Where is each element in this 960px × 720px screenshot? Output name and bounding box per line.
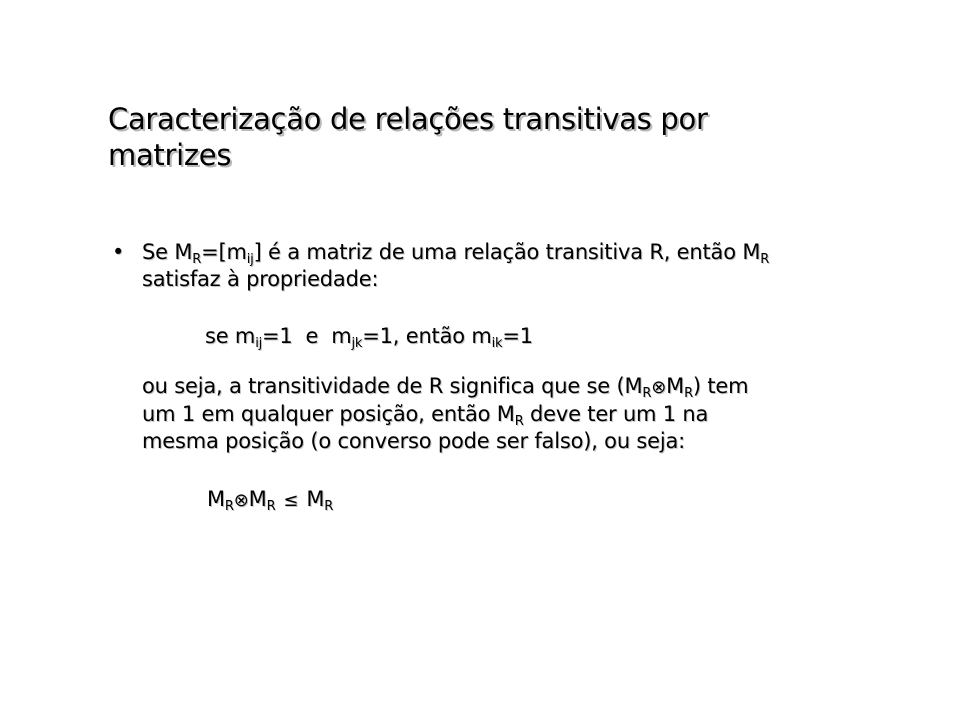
subscript: R xyxy=(684,386,693,401)
bullet-text xyxy=(142,239,872,293)
title-line-1: Caracterização de relações transitivas por xyxy=(108,102,708,136)
paragraph-line-2 xyxy=(142,401,882,428)
text-run: ) tem xyxy=(692,374,749,398)
subscript: jk xyxy=(351,336,363,351)
bullet-line-2: satisfaz à propriedade: xyxy=(142,267,379,291)
slide-title xyxy=(108,101,868,173)
bullet-dot-icon: • xyxy=(112,240,125,264)
subscript: ij xyxy=(246,252,254,267)
text-run: deve ter um 1 na xyxy=(523,402,709,426)
text-run: =[m xyxy=(201,240,247,264)
less-equal-symbol: ≤ xyxy=(283,490,299,511)
paragraph-line-3: mesma posição (o converso pode ser falso), ou seja: xyxy=(142,429,686,453)
subscript: R xyxy=(324,499,334,514)
subscript: R xyxy=(642,386,652,401)
text-run: M xyxy=(207,487,225,511)
text-run: Se M xyxy=(142,240,193,264)
otimes-symbol: ⊗ xyxy=(233,490,249,511)
text-run: M xyxy=(306,487,325,511)
text-run: =1 xyxy=(502,324,533,348)
bullet-line-1 xyxy=(142,239,872,266)
text-run: =1 e m xyxy=(262,324,352,348)
otimes-symbol: ⊗ xyxy=(651,377,667,398)
explanation-paragraph xyxy=(142,373,882,455)
subscript: R xyxy=(266,499,276,514)
subscript: R xyxy=(760,252,770,267)
text-run: ou seja, a transitividade de R significa que se (M xyxy=(142,374,643,398)
subscript: ij xyxy=(255,336,263,351)
subscript: ik xyxy=(491,336,503,351)
text-run: ] é a matriz de uma relação transitiva R, então M xyxy=(253,240,761,264)
paragraph-line-1 xyxy=(142,373,882,401)
title-line-2: matrizes xyxy=(108,138,232,172)
text-run: =1, então m xyxy=(362,324,492,348)
subscript: R xyxy=(192,252,202,267)
transitivity-condition xyxy=(205,323,533,350)
subscript: R xyxy=(224,499,234,514)
boolean-product-formula xyxy=(207,486,333,514)
text-run: um 1 em qualquer posição, então M xyxy=(142,402,515,426)
subscript: R xyxy=(514,414,524,429)
text-run: se m xyxy=(205,324,256,348)
text-run: M xyxy=(248,487,267,511)
text-run: M xyxy=(666,374,685,398)
